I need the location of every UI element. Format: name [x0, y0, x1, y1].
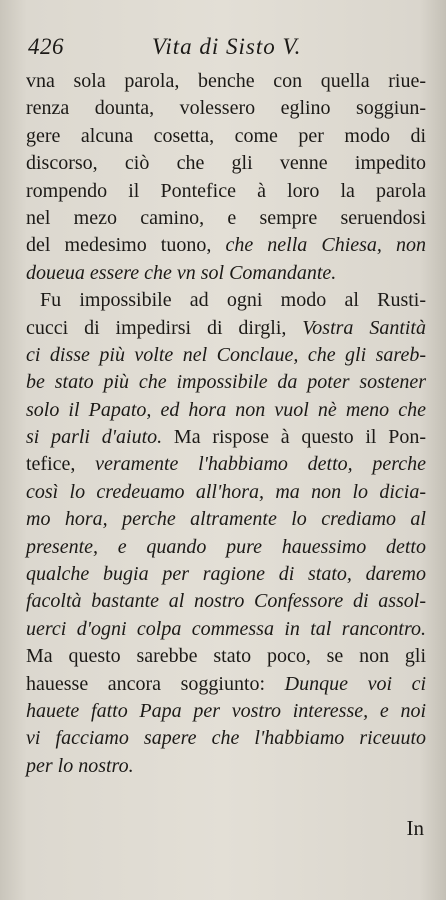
text-line — [26, 424, 426, 451]
italic-text-segment: be stato più che impossibile da poter sostener — [26, 371, 426, 394]
text-line — [26, 479, 426, 506]
italic-text-segment: doueua essere che vn sol Comandante. — [26, 261, 337, 284]
text-line — [26, 95, 426, 122]
text-line — [26, 588, 426, 615]
text-line — [26, 698, 426, 725]
text-segment: hauesse ancora soggiunto: — [26, 672, 285, 695]
text-line — [26, 671, 426, 698]
italic-text-segment: uerci d'ogni colpa commessa in tal rancontro. — [26, 617, 426, 640]
text-line — [26, 561, 426, 588]
catchword: In — [406, 816, 424, 840]
text-line — [26, 397, 426, 424]
italic-text-segment: si parli d'aiuto. — [26, 426, 174, 449]
text-line — [26, 451, 426, 478]
text-line — [26, 725, 426, 752]
text-line — [26, 369, 426, 396]
body-text — [26, 68, 426, 780]
text-line — [26, 178, 426, 205]
page-header — [28, 34, 416, 64]
text-line — [26, 150, 426, 177]
text-line — [26, 506, 426, 533]
text-segment: Ma questo sarebbe stato poco, se non gli — [26, 645, 426, 668]
text-segment: nel mezo camino, e sempre seruendosi — [26, 206, 426, 229]
italic-text-segment: presente, e quando pure hauessimo detto — [26, 535, 426, 558]
page-number: 426 — [28, 34, 64, 59]
running-title: Vita di Sisto V. — [152, 34, 302, 59]
text-segment: tefice, — [26, 453, 96, 476]
italic-text-segment: che nella Chiesa, non — [225, 234, 426, 257]
text-segment: gere alcuna cosetta, come per modo di — [26, 124, 426, 147]
italic-text-segment: Dunque voi ci — [284, 672, 427, 695]
text-line — [26, 616, 426, 643]
text-line — [26, 232, 426, 259]
italic-text-segment: per lo nostro. — [26, 754, 134, 777]
text-line — [26, 287, 426, 314]
italic-text-segment: qualche bugia per ragione di stato, daremo — [26, 563, 426, 586]
text-line — [26, 68, 426, 95]
text-segment: vna sola parola, benche con quella riue- — [26, 70, 426, 92]
italic-text-segment: ci disse più volte nel Conclaue, che gli sareb- — [26, 343, 426, 366]
text-line — [26, 753, 426, 780]
italic-text-segment: vi facciamo sapere che l'habbiamo riceuuto — [26, 727, 426, 750]
text-line — [26, 315, 426, 342]
italic-text-segment: così lo credeuamo all'hora, ma non lo dicia- — [26, 480, 426, 503]
italic-text-segment: veramente l'habbiamo detto, perche — [95, 453, 426, 476]
text-line — [26, 534, 426, 561]
text-line — [26, 342, 426, 369]
text-line — [26, 260, 426, 287]
text-segment: Ma rispose à questo il Pon- — [173, 426, 426, 449]
text-line — [26, 123, 426, 150]
italic-text-segment: Vostra Santità — [302, 316, 426, 339]
text-segment: del medesimo tuono, — [26, 234, 226, 257]
text-segment: rompendo il Pontefice à loro la parola — [26, 179, 426, 202]
text-segment: discorso, ciò che gli venne impedito — [26, 152, 426, 175]
italic-text-segment: mo hora, perche altramente lo crediamo al — [26, 508, 426, 531]
text-segment: Fu impossibile ad ogni modo al Rusti- — [40, 289, 426, 312]
text-segment: renza dounta, volessero eglino soggiun- — [26, 97, 426, 120]
text-line — [26, 205, 426, 232]
text-segment: cucci di impedirsi di dirgli, — [26, 316, 303, 339]
text-line — [26, 643, 426, 670]
italic-text-segment: solo il Papato, ed hora non vuol nè meno che — [26, 398, 426, 421]
italic-text-segment: facoltà bastante al nostro Confessore di assol- — [26, 590, 426, 613]
italic-text-segment: hauete fatto Papa per vostro interesse, e noi — [26, 699, 426, 722]
